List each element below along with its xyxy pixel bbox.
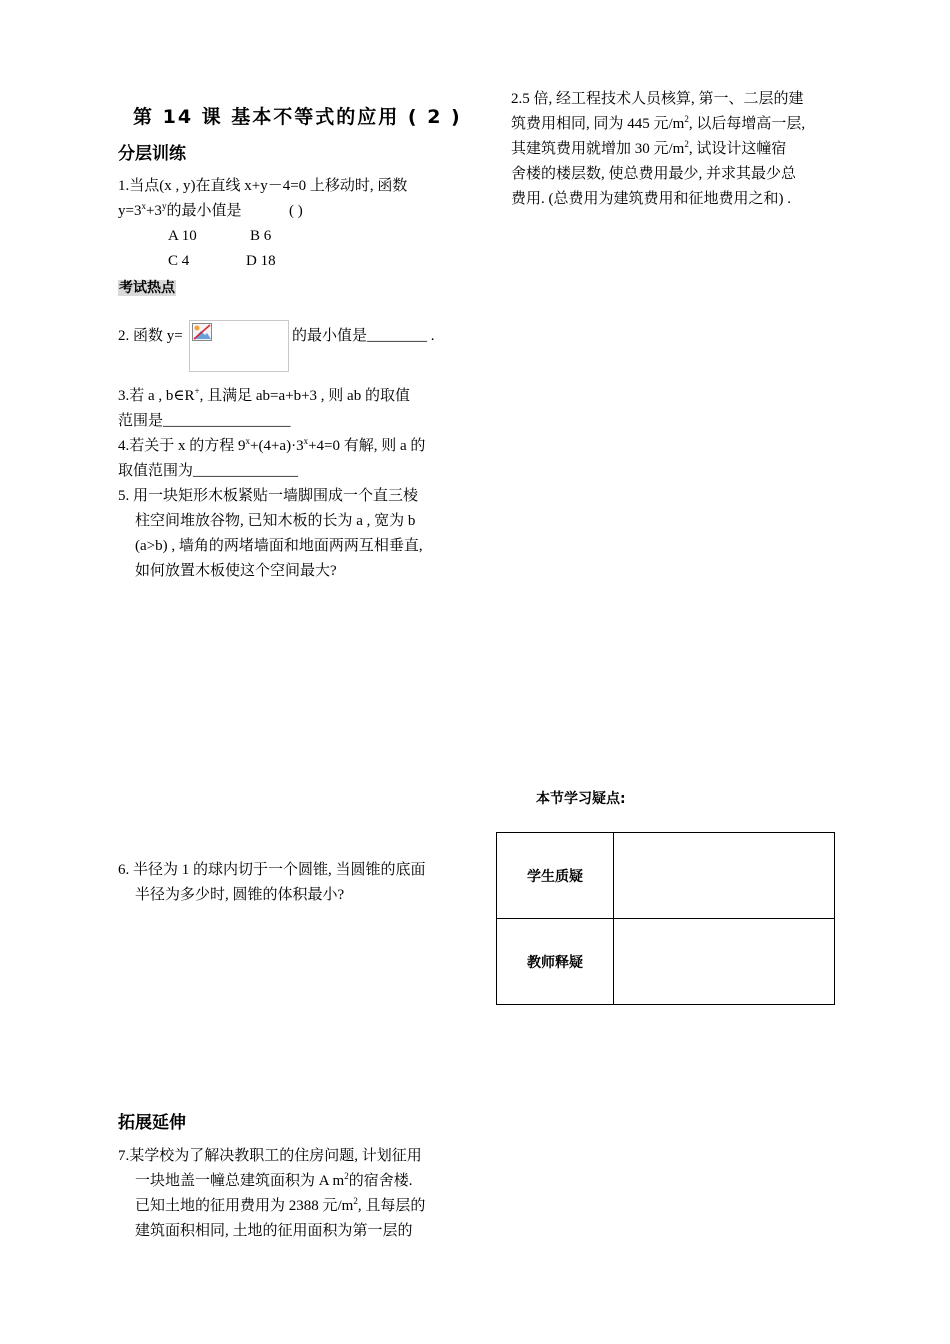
q5-line: 如何放置木板使这个空间最大? xyxy=(135,563,337,579)
q2-prefix: 2. 函数 y= xyxy=(118,328,183,344)
student-question-cell[interactable] xyxy=(614,833,835,919)
question-6 xyxy=(118,858,470,908)
q7-line4: 建筑面积相同, 土地的征用面积为第一层的 xyxy=(135,1223,413,1239)
teacher-answer-cell[interactable] xyxy=(614,919,835,1005)
table-row xyxy=(497,833,835,919)
question-7 xyxy=(118,1144,470,1244)
question-1 xyxy=(118,174,468,224)
q1-option-c: C 4 xyxy=(168,253,190,269)
table-row xyxy=(497,919,835,1005)
q1-option-a: A 10 xyxy=(168,228,197,244)
q7c-line5: 费用. (总费用为建筑费用和征地费用之和) . xyxy=(511,191,791,207)
student-question-label: 学生质疑 xyxy=(497,833,614,919)
q1-line1: 1.当点(x , y)在直线 x+y－4=0 上移动时, 函数 xyxy=(118,178,408,194)
q5-line: 柱空间堆放谷物, 已知木板的长为 a , 宽为 b xyxy=(135,513,416,529)
q7c-line2: 筑费用相同, 同为 445 元$/m^2$, 以后每增高一层, xyxy=(511,114,806,132)
doubts-heading: 本节学习疑点: xyxy=(536,791,626,807)
q7c-line3: 其建筑费用就增加 30 元$/m^2$, 试设计这幢宿 xyxy=(511,139,787,157)
section-extension: 拓展延伸 xyxy=(118,1113,186,1133)
doubts-table xyxy=(496,832,835,1005)
q7c-line1: 2.5 倍, 经工程技术人员核算, 第一、二层的建 xyxy=(511,91,804,107)
question-3 xyxy=(118,384,468,434)
q4-line2: 取值范围为______________ xyxy=(118,463,299,479)
q5-line: (a>b) , 墙角的两堵墙面和地面两两互相垂直, xyxy=(135,538,423,554)
q2-suffix: 的最小值是________ . xyxy=(292,328,435,344)
q4-line1: 4.若关于 x 的方程 $9^x+(4+a)\cdot 3^x+4=0$ 有解, 则 a 的 xyxy=(118,436,426,454)
q5-line: 5. 用一块矩形木板紧贴一墙脚围成一个直三棱 xyxy=(118,488,419,504)
section-layered-training: 分层训练 xyxy=(118,144,186,164)
q7-line3: 已知土地的征用费用为 2388 元$/m^2$, 且每层的 xyxy=(135,1196,426,1214)
q6-line: 半径为多少时, 圆锥的体积最小? xyxy=(135,887,345,903)
section-exam-hotspot: 考试热点 xyxy=(119,280,175,296)
q3-line1: 3.若 a , b∈R+, 且满足 ab=a+b+3 , 则 ab 的取值 xyxy=(118,386,410,404)
q1-option-b: B 6 xyxy=(250,228,272,244)
broken-formula-image xyxy=(189,320,289,372)
question-5 xyxy=(118,484,470,584)
q3-line2: 范围是_________________ xyxy=(118,413,291,429)
broken-image-icon xyxy=(192,323,212,341)
q7-line1: 7.某学校为了解决教职工的住房问题, 计划征用 xyxy=(118,1148,422,1164)
q1-line2: $y=3^x+3^y$的最小值是 ( ) xyxy=(118,201,303,219)
q1-option-d: D 18 xyxy=(246,253,276,269)
teacher-answer-label: 教师释疑 xyxy=(497,919,614,1005)
question-7-continued xyxy=(511,87,851,212)
q7c-line4: 舍楼的楼层数, 使总费用最少, 并求其最少总 xyxy=(511,166,797,182)
q1-answer-blank: ( ) xyxy=(288,203,303,219)
q7-line2: 一块地盖一幢总建筑面积为 A $m^2$的宿舍楼. xyxy=(135,1171,413,1189)
q6-line: 6. 半径为 1 的球内切于一个圆锥, 当圆锥的底面 xyxy=(118,862,426,878)
lesson-title: 第 14 课 基本不等式的应用 ( 2 ) xyxy=(133,106,462,128)
question-4 xyxy=(118,434,468,484)
